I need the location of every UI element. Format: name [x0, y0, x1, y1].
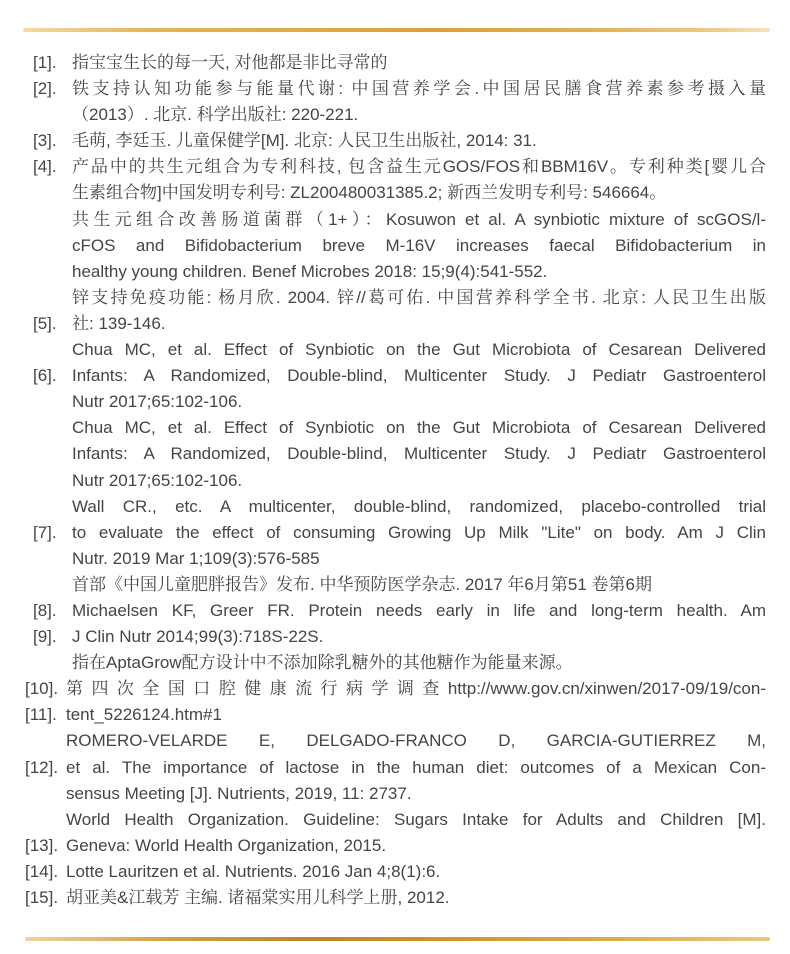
reference-number: [15]. — [25, 888, 59, 907]
reference-text: 胡亚美&江载芳 主编. 诸福棠实用儿科学上册, 2012. — [66, 888, 450, 907]
reference-text: et al. The importance of lactose in the human diet: outcomes of a Mexican Con- — [66, 757, 766, 777]
reference-line — [0, 128, 790, 154]
reference-text: Infants: A Randomized, Double-blind, Multicenter Study. J Pediatr Gastroenterol — [72, 444, 766, 464]
reference-line — [0, 702, 790, 728]
top-divider — [23, 28, 770, 32]
reference-line — [0, 102, 790, 128]
reference-number: [9]. — [33, 627, 57, 647]
reference-line — [0, 468, 790, 494]
reference-line — [0, 415, 790, 441]
reference-line — [0, 494, 790, 520]
reference-line — [0, 76, 790, 102]
reference-text: Michaelsen KF, Greer FR. Protein needs early in life and long-term health. Am — [72, 600, 766, 620]
reference-line — [0, 755, 790, 781]
reference-line — [0, 389, 790, 415]
reference-line — [0, 259, 790, 285]
reference-number: [3]. — [33, 131, 57, 151]
reference-number: [13]. — [25, 835, 59, 855]
reference-number: [8]. — [33, 600, 57, 620]
reference-line — [0, 807, 790, 833]
reference-text: healthy young children. Benef Microbes 2018: 15;9(4):541-552. — [72, 261, 548, 281]
reference-list — [0, 50, 790, 911]
reference-text: Nutr 2017;65:102-106. — [72, 470, 243, 490]
reference-text: cFOS and Bifidobacterium breve M-16V increases faecal Bifidobacterium in — [72, 235, 766, 255]
reference-line — [0, 833, 790, 859]
reference-text: 社: 139-146. — [72, 313, 166, 333]
reference-line — [0, 572, 790, 598]
reference-number: [12]. — [25, 757, 59, 777]
reference-line — [0, 598, 790, 624]
reference-number: [7]. — [33, 522, 57, 542]
reference-text: （2013）. 北京. 科学出版社: 220-221. — [72, 105, 359, 125]
reference-text: 生素组合物]中国发明专利号: ZL200480031385.2; 新西兰发明专利号: 546664。 — [72, 183, 667, 203]
reference-line — [0, 624, 790, 650]
reference-number: [2]. — [33, 79, 57, 99]
reference-text: Geneva: World Health Organization, 2015. — [66, 835, 387, 855]
reference-line — [0, 337, 790, 363]
reference-text: 指在AptaGrow配方设计中不添加除乳糖外的其他糖作为能量来源。 — [72, 653, 573, 673]
reference-line — [0, 650, 790, 676]
reference-line — [0, 441, 790, 467]
reference-number: [14]. — [25, 861, 59, 881]
reference-line — [0, 728, 790, 754]
reference-text: 毛萌, 李廷玉. 儿童保健学[M]. 北京: 人民卫生出版社, 2014: 31. — [72, 131, 537, 151]
reference-text: 第四次全国口腔健康流行病学调查http://www.gov.cn/xinwen/2017-09/19/con- — [66, 679, 766, 699]
reference-text: to evaluate the effect of consuming Growing Up Milk "Lite" on body. Am J Clin — [72, 522, 766, 542]
reference-text: 共生元组合改善肠道菌群（1+）：Kosuwon et al. A synbiotic mixture of scGOS/l- — [72, 209, 766, 229]
reference-text: 产品中的共生元组合为专利科技, 包含益生元GOS/FOS和BBM16V。专利种类[婴儿合 — [72, 157, 766, 177]
reference-line — [0, 50, 790, 76]
reference-text: sensus Meeting [J]. Nutrients, 2019, 11: 2737. — [66, 783, 412, 803]
reference-line — [0, 154, 790, 180]
reference-number: [1]. — [33, 53, 57, 72]
reference-number: [4]. — [33, 157, 57, 177]
reference-text: Nutr 2017;65:102-106. — [72, 392, 243, 412]
reference-text: 指宝宝生长的每一天, 对他都是非比寻常的 — [72, 53, 388, 72]
reference-line — [0, 859, 790, 885]
reference-text: Lotte Lauritzen et al. Nutrients. 2016 Jan 4;8(1):6. — [66, 861, 441, 881]
reference-line — [0, 676, 790, 702]
reference-line — [0, 546, 790, 572]
reference-line — [0, 363, 790, 389]
reference-text: 锌支持免疫功能: 杨月欣. 2004. 锌//葛可佑. 中国营养科学全书. 北京: 人民卫生出版 — [72, 287, 766, 307]
reference-number: [5]. — [33, 313, 57, 333]
reference-text: Wall CR., etc. A multicenter, double-blind, randomized, placebo-controlled trial — [72, 496, 766, 516]
bottom-divider — [25, 937, 770, 941]
reference-line — [0, 207, 790, 233]
reference-line — [0, 285, 790, 311]
reference-number: [6]. — [33, 366, 57, 386]
reference-number: [10]. — [25, 679, 59, 699]
reference-text: Nutr. 2019 Mar 1;109(3):576-585 — [72, 548, 320, 568]
reference-line — [0, 520, 790, 546]
reference-text: tent_5226124.htm#1 — [66, 705, 222, 725]
reference-line — [0, 781, 790, 807]
reference-text: 铁支持认知功能参与能量代谢: 中国营养学会.中国居民膳食营养素参考摄入量 — [72, 79, 766, 99]
reference-text: J Clin Nutr 2014;99(3):718S-22S. — [72, 627, 324, 647]
reference-text: 首部《中国儿童肥胖报告》发布. 中华预防医学杂志. 2017 年6月第51 卷第6期 — [72, 574, 652, 594]
reference-text: ROMERO-VELARDE E, DELGADO-FRANCO D, GARCIA-GUTIERREZ M, — [66, 731, 766, 751]
reference-number: [11]. — [25, 705, 57, 725]
reference-line — [0, 180, 790, 206]
reference-text: Chua MC, et al. Effect of Synbiotic on the Gut Microbiota of Cesarean Delivered — [72, 418, 766, 438]
reference-text: World Health Organization. Guideline: Sugars Intake for Adults and Children [M]. — [66, 809, 766, 829]
reference-line — [0, 311, 790, 337]
reference-text: Chua MC, et al. Effect of Synbiotic on the Gut Microbiota of Cesarean Delivered — [72, 340, 766, 360]
reference-line — [0, 233, 790, 259]
reference-line — [0, 885, 790, 911]
reference-text: Infants: A Randomized, Double-blind, Multicenter Study. J Pediatr Gastroenterol — [72, 366, 766, 386]
